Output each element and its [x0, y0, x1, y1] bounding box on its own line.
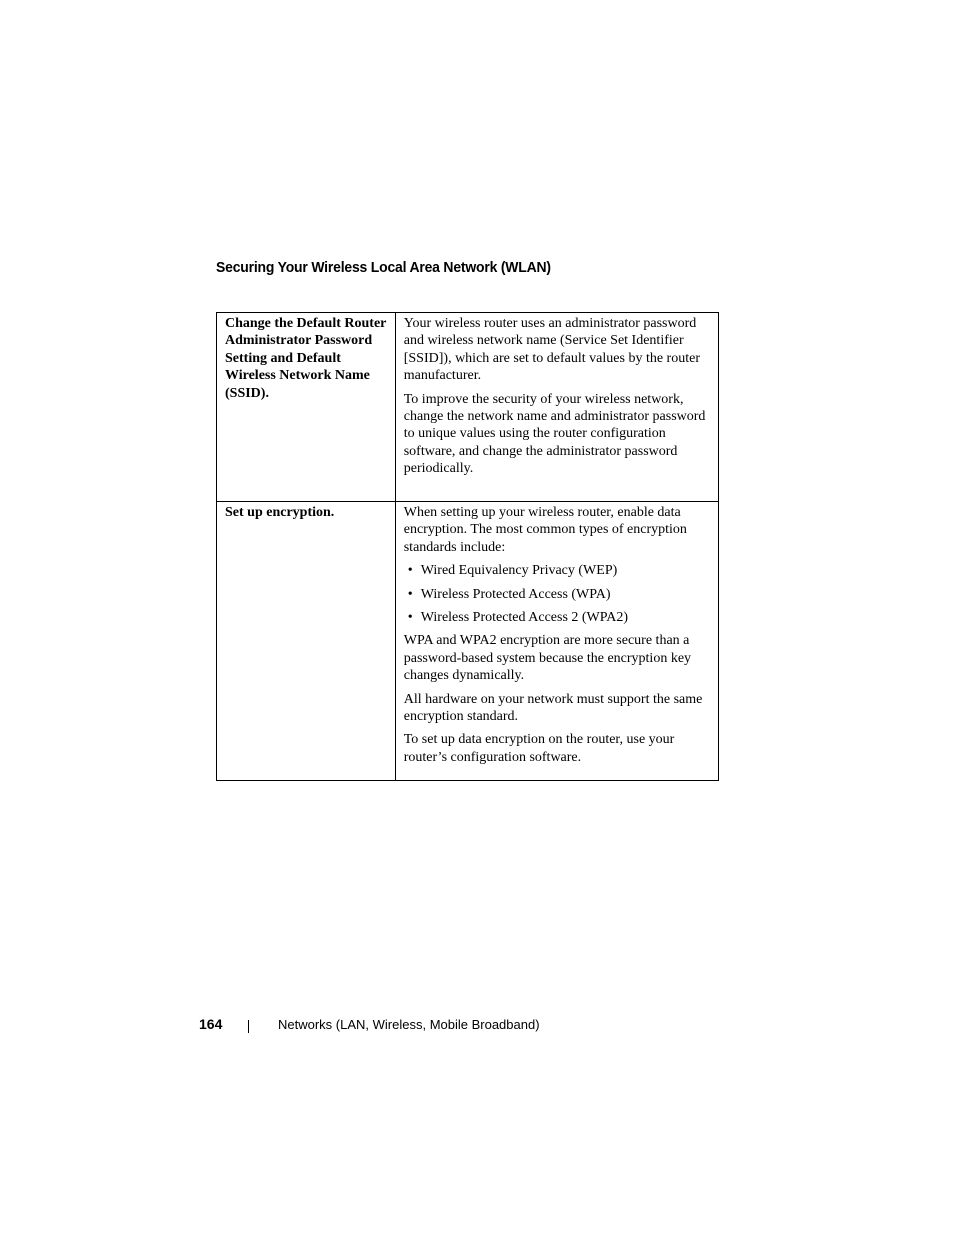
table-row: [217, 502, 719, 781]
footer-separator: [248, 1020, 249, 1033]
encryption-types-list: [404, 562, 711, 626]
paragraph: To improve the security of your wireless network, change the network name and administrator password to unique values using the router configuration software, and change the administrator password periodically.: [403, 391, 706, 477]
row-description-cell: [395, 502, 718, 781]
row-label: Set up encryption.: [225, 505, 335, 520]
footer-chapter-title: Networks (LAN, Wireless, Mobile Broadband): [278, 1017, 540, 1032]
row-label-cell: [217, 313, 396, 502]
list-item: [404, 562, 711, 579]
list-item: [404, 586, 711, 603]
row-label: Change the Default Router Administrator Password Setting and Default Wireless Network Name (SSID).: [225, 316, 387, 401]
security-table: [216, 312, 719, 781]
paragraph: All hardware on your network must support the same encryption standard.: [403, 691, 703, 725]
table-row: [217, 313, 719, 502]
section-heading: Securing Your Wireless Local Area Network (WLAN): [216, 259, 551, 276]
page-number: 164: [199, 1016, 223, 1032]
bullet-icon: •: [407, 610, 413, 626]
bullet-icon: •: [407, 586, 413, 602]
row-label-cell: [217, 502, 396, 781]
bullet-icon: •: [407, 563, 413, 579]
list-item: [404, 609, 711, 626]
page-footer: [0, 1014, 954, 1034]
paragraph: WPA and WPA2 encryption are more secure than a password-based system because the encryption key changes dynamically.: [403, 633, 692, 684]
list-item-text: Wireless Protected Access 2 (WPA2): [420, 610, 629, 626]
list-item-text: Wired Equivalency Privacy (WEP): [420, 563, 618, 579]
list-item-text: Wireless Protected Access (WPA): [420, 586, 611, 602]
paragraph: When setting up your wireless router, enable data encryption. The most common types of encryption standards include:: [403, 505, 687, 555]
paragraph: Your wireless router uses an administrator password and wireless network name (Service Set Identifier [SSID]), which are set to default values by the router manufacturer.: [403, 316, 700, 384]
paragraph: To set up data encryption on the router, use your router’s configuration software.: [403, 732, 675, 765]
row-description-cell: [395, 313, 718, 502]
